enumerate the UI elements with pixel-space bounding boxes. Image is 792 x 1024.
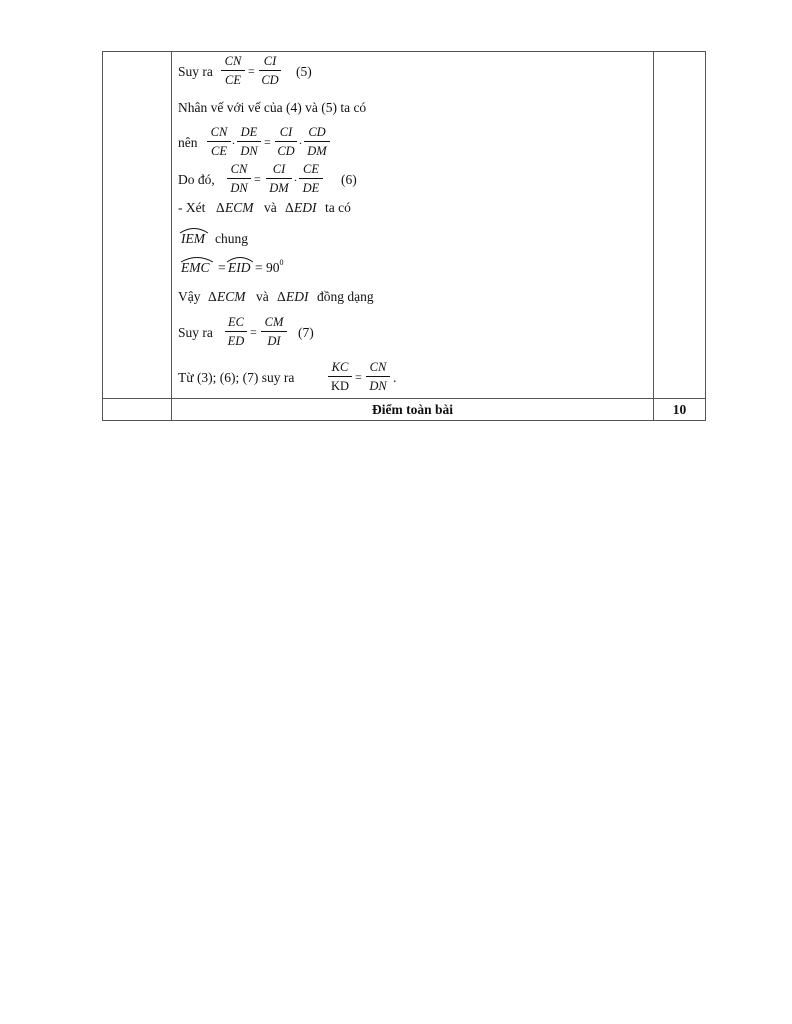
angle-value	[255, 258, 284, 275]
fraction-ci-dm	[266, 163, 292, 194]
numerator: CI	[279, 125, 293, 139]
dot-operator: .	[299, 133, 302, 147]
line5-suffix: ta có	[325, 200, 351, 215]
fraction-de-dn	[237, 126, 261, 157]
degree-superscript: 0	[279, 258, 284, 267]
denominator: KD	[330, 378, 350, 393]
numerator: CI	[263, 54, 277, 68]
denominator: CE	[225, 72, 241, 87]
denominator: ED	[227, 333, 245, 348]
denominator: DN	[240, 143, 258, 158]
numerator: EC	[228, 315, 244, 329]
triangle-ecm: ECM	[217, 289, 246, 304]
delta-symbol: Δ	[285, 200, 294, 215]
delta-symbol: Δ	[277, 289, 286, 304]
total-score-label: Điểm toàn bài	[372, 402, 453, 417]
table-col-divider-1	[171, 51, 172, 421]
equals-sign: =	[248, 64, 255, 78]
numerator: CN	[369, 360, 387, 374]
fraction-ci-cd	[275, 126, 297, 157]
equation-tag-7: (7)	[298, 325, 314, 340]
denominator: DI	[267, 333, 281, 348]
total-score-value: 10	[672, 402, 687, 417]
denominator: CD	[277, 143, 295, 158]
denominator: DN	[230, 180, 248, 195]
table-bottom-border	[102, 420, 706, 421]
fraction-ec-ed	[225, 316, 247, 347]
conjunction: và	[264, 200, 277, 215]
line4-prefix: Do đó,	[178, 172, 215, 187]
triangle-edi: EDI	[286, 289, 309, 304]
fraction-cn-dn	[227, 163, 251, 194]
numerator: CD	[308, 125, 326, 139]
table-row-divider	[102, 398, 706, 399]
fraction-kc-kd	[328, 361, 352, 392]
denominator: DM	[307, 143, 327, 158]
equals-sign: =	[264, 135, 271, 149]
equation-tag-6: (6)	[341, 172, 357, 187]
equals-sign: =	[254, 172, 261, 186]
fraction-ci-cd	[259, 55, 281, 86]
equals-sign: =	[250, 325, 257, 339]
numerator: KC	[331, 360, 349, 374]
angle-iem: IEM	[181, 231, 205, 246]
table-left-border	[102, 51, 103, 421]
denominator: CE	[211, 143, 227, 158]
numerator: CN	[210, 125, 228, 139]
denominator: DM	[269, 180, 289, 195]
numerator: CN	[230, 162, 248, 176]
table-right-border	[705, 51, 706, 421]
line8-suffix: đồng dạng	[317, 289, 374, 304]
conjunction: và	[256, 289, 269, 304]
numerator: CI	[272, 162, 286, 176]
denominator: DE	[302, 180, 320, 195]
angle-emc: EMC	[181, 260, 210, 275]
line1-prefix: Suy ra	[178, 64, 213, 79]
fraction-cn-dn	[366, 361, 390, 392]
table-top-border	[102, 51, 706, 52]
equals-sign: =	[355, 370, 362, 384]
denominator: CD	[261, 72, 279, 87]
line10-prefix: Từ (3); (6); (7) suy ra	[178, 370, 295, 385]
line2-text: Nhân vế với vế của (4) và (5) ta có	[178, 100, 367, 115]
line8-prefix: Vậy	[178, 289, 201, 304]
numerator: CE	[303, 162, 319, 176]
dot-operator: .	[232, 133, 235, 147]
angle-value-number: = 90	[255, 260, 280, 275]
numerator: CM	[264, 315, 284, 329]
equals-sign: =	[218, 260, 226, 275]
equation-tag-5: (5)	[296, 64, 312, 79]
numerator: DE	[240, 125, 258, 139]
line6-suffix: chung	[215, 231, 248, 246]
delta-symbol: Δ	[208, 289, 217, 304]
delta-symbol: Δ	[216, 200, 225, 215]
angle-eid: EID	[228, 260, 251, 275]
fraction-ce-de	[299, 163, 323, 194]
line3-prefix: nên	[178, 135, 198, 150]
fraction-cm-di	[261, 316, 287, 347]
dot-operator: .	[294, 170, 297, 184]
fraction-cn-ce	[221, 55, 245, 86]
line9-prefix: Suy ra	[178, 325, 213, 340]
table-col-divider-2	[653, 51, 654, 421]
triangle-edi: EDI	[294, 200, 317, 215]
numerator: CN	[224, 54, 242, 68]
fraction-cn-ce	[207, 126, 231, 157]
triangle-ecm: ECM	[225, 200, 254, 215]
line5-prefix: - Xét	[178, 200, 206, 215]
denominator: DN	[369, 378, 387, 393]
fraction-cd-dm	[304, 126, 330, 157]
line10-end: .	[393, 370, 397, 385]
